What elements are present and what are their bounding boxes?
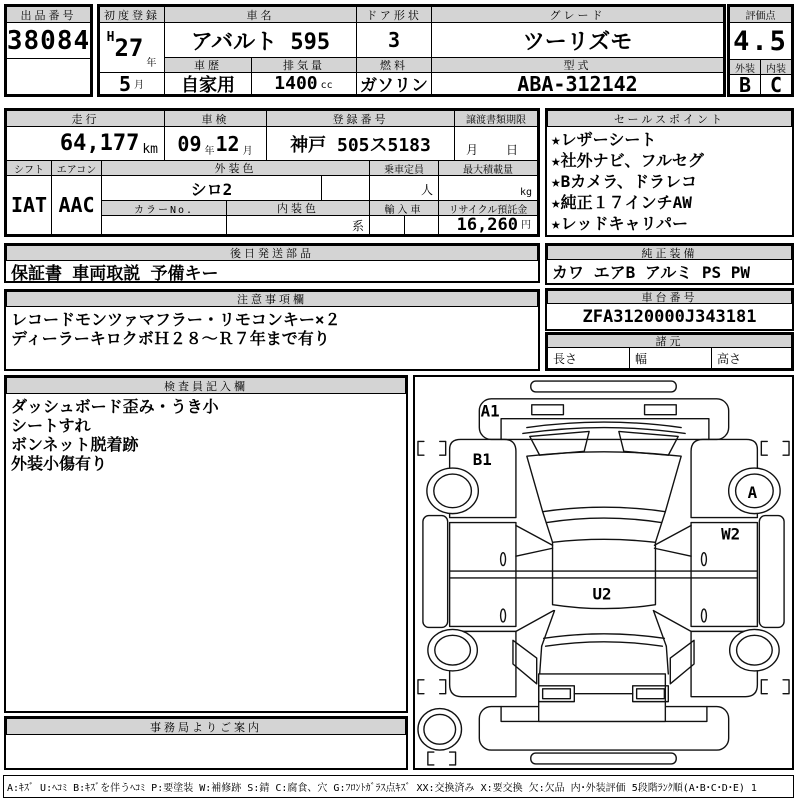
inspection-month: 12 bbox=[215, 131, 240, 156]
inspector-label: 検査員記入欄 bbox=[6, 377, 406, 394]
fuel-label: 燃料 bbox=[356, 57, 432, 73]
score-value: 4.5 bbox=[729, 22, 792, 60]
auction-number-box bbox=[4, 4, 93, 97]
fuel-value: ガソリン bbox=[356, 72, 432, 95]
first-registration-year bbox=[99, 22, 165, 73]
chassis-box bbox=[545, 288, 794, 331]
notes-box bbox=[4, 289, 540, 371]
car-history-label: 車歴 bbox=[164, 57, 252, 73]
exterior-color-empty-cell bbox=[321, 175, 370, 201]
notes-list bbox=[11, 310, 535, 366]
later-parts-value: 保証書 車両取説 予備キー bbox=[11, 263, 219, 281]
windshield-hood-group bbox=[523, 422, 685, 542]
damage-marker-A: A bbox=[747, 482, 758, 502]
damage-diagram-box bbox=[413, 375, 794, 770]
chassis-label: 車台番号 bbox=[547, 290, 792, 304]
score-box bbox=[727, 4, 794, 97]
first-registration-month bbox=[99, 72, 165, 95]
model-code-value: ABA-312142 bbox=[431, 72, 724, 95]
payload-value: kg bbox=[438, 175, 538, 201]
inspector-list bbox=[11, 397, 403, 697]
shift-label: シフト bbox=[6, 160, 52, 176]
first-registration-month-unit: 月 bbox=[134, 80, 145, 91]
grade-value: ツーリズモ bbox=[431, 22, 724, 58]
inspection-value bbox=[164, 126, 267, 161]
interior-color-label: 内装色 bbox=[226, 200, 370, 216]
shift-value: IAT bbox=[6, 175, 52, 235]
model-code-label: 型式 bbox=[431, 57, 724, 73]
mileage-value bbox=[6, 126, 165, 161]
sales-points-list bbox=[551, 129, 791, 233]
registration-table bbox=[4, 108, 540, 237]
plate-value: 神戸 505ス5183 bbox=[266, 126, 455, 161]
sales-point-item: ★レッドキャリパー bbox=[551, 214, 688, 233]
mileage-unit: km bbox=[142, 142, 158, 157]
office-label: 事務局よりご案内 bbox=[6, 718, 406, 735]
sales-point-item: ★社外ナビ、フルセグ bbox=[551, 151, 704, 170]
recycle-deposit-unit: 円 bbox=[521, 220, 531, 231]
recycle-deposit-number: 16,260 bbox=[456, 215, 518, 235]
color-no-value bbox=[101, 215, 227, 235]
equipment-value: カワ エアB アルミ PS PW bbox=[552, 263, 751, 282]
interior-color-value: 系 bbox=[226, 215, 370, 235]
first-registration-era: H bbox=[106, 30, 115, 45]
office-box bbox=[4, 716, 408, 770]
door-shape-label: ドア形状 bbox=[356, 6, 432, 23]
front-bumper-group bbox=[479, 381, 728, 439]
displacement-value bbox=[251, 72, 357, 95]
payload-label: 最大積載量 bbox=[438, 160, 538, 176]
interior-grade-value: C bbox=[760, 74, 792, 95]
inspector-line: 外装小傷有り bbox=[11, 454, 108, 473]
first-registration-label: 初度登録 bbox=[99, 6, 165, 23]
footer-legend: A:ｷｽﾞ U:ﾍｺﾐ B:ｷｽﾞを伴うﾍｺﾐ P:要塗装 W:補修跡 S:錆 C:腐食、穴 G:ﾌﾛﾝﾄｶﾞﾗｽ点ｷｽﾞ XX:交換済み X:要交換 欠:欠品 内･外装評価 5段階ﾗﾝｸ順(A･B･C･D･E) 1 bbox=[7, 783, 757, 794]
interior-grade-label: 内装 bbox=[760, 59, 792, 75]
inspection-month-unit: 月 bbox=[242, 146, 253, 157]
plate-label: 登録番号 bbox=[266, 110, 455, 127]
score-label: 評価点 bbox=[729, 6, 792, 23]
inspector-line: シートすれ bbox=[11, 416, 91, 435]
inspector-line: ダッシュボード歪み・うき小 bbox=[11, 397, 219, 416]
note-line: レコードモンツァマフラー・リモコンキー×２ bbox=[11, 310, 341, 329]
door-shape-value: 3 bbox=[356, 22, 432, 58]
inspector-line: ボンネット脱着跡 bbox=[11, 435, 139, 454]
inspection-label: 車検 bbox=[164, 110, 267, 127]
sales-points-label: セールスポイント bbox=[547, 110, 792, 127]
transfer-deadline-value: 月 日 bbox=[454, 126, 538, 161]
dimensions-box bbox=[545, 332, 794, 371]
inspector-box bbox=[4, 375, 408, 713]
inspection-year-unit: 年 bbox=[204, 146, 215, 157]
sales-points-box bbox=[545, 108, 794, 237]
vehicle-damage-diagram bbox=[415, 377, 792, 768]
later-parts-label: 後日発送部品 bbox=[6, 245, 538, 261]
side-panels-group bbox=[423, 439, 784, 696]
equipment-box bbox=[545, 243, 794, 285]
damage-marker-U2: U2 bbox=[592, 584, 612, 604]
displacement-number: 1400 bbox=[274, 73, 318, 94]
car-history-value: 自家用 bbox=[164, 72, 252, 95]
later-parts-box bbox=[4, 243, 540, 283]
sales-point-item: ★レザーシート bbox=[551, 130, 657, 149]
import-cell-1 bbox=[369, 215, 405, 235]
aircon-value: AAC bbox=[51, 175, 102, 235]
recycle-deposit-value bbox=[438, 215, 538, 235]
displacement-unit: cc bbox=[320, 80, 333, 91]
first-registration-year-value: 27 bbox=[114, 33, 144, 62]
first-registration-month-value: 5 bbox=[118, 72, 132, 95]
chassis-value: ZFA3120000J343181 bbox=[582, 306, 757, 327]
dimension-height: 高さ bbox=[711, 347, 792, 369]
recycle-deposit-label: リサイクル預託金 bbox=[438, 200, 538, 216]
auction-number-value: 38084 bbox=[6, 22, 91, 59]
exterior-grade-value: B bbox=[729, 74, 761, 95]
car-name-label: 車名 bbox=[164, 6, 357, 23]
auction-number-empty-cell bbox=[6, 58, 91, 95]
exterior-grade-label: 外装 bbox=[729, 59, 761, 75]
first-registration-year-unit: 年 bbox=[146, 58, 157, 69]
dimensions-label: 諸元 bbox=[547, 334, 792, 348]
notes-label: 注意事項欄 bbox=[6, 291, 538, 307]
car-name-value: アバルト 595 bbox=[164, 22, 357, 58]
import-cell-2 bbox=[404, 215, 439, 235]
capacity-label: 乗車定員 bbox=[369, 160, 439, 176]
damage-marker-B1: B1 bbox=[472, 450, 492, 470]
exterior-color-label: 外装色 bbox=[101, 160, 370, 176]
damage-marker-A1: A1 bbox=[480, 401, 500, 421]
dimension-length: 長さ bbox=[547, 347, 630, 369]
equipment-label: 純正装備 bbox=[547, 245, 792, 260]
damage-marker-W2: W2 bbox=[721, 524, 741, 544]
color-no-label: カラーNo. bbox=[101, 200, 227, 216]
aircon-label: エアコン bbox=[51, 160, 102, 176]
exterior-color-value: シロ2 bbox=[101, 175, 322, 201]
auction-number-label: 出品番号 bbox=[6, 6, 91, 23]
displacement-label: 排気量 bbox=[251, 57, 357, 73]
footer-legend-box bbox=[3, 775, 794, 798]
vehicle-header-table bbox=[97, 4, 726, 97]
note-line: ディーラーキロクボＨ２８～Ｒ７年まで有り bbox=[11, 329, 330, 348]
mileage-label: 走行 bbox=[6, 110, 165, 127]
mileage-number: 64,177 bbox=[59, 131, 140, 156]
sales-point-item: ★純正１７インチAW bbox=[551, 193, 692, 212]
sales-point-item: ★Bカメラ、ドラレコ bbox=[551, 172, 697, 191]
inspection-year: 09 bbox=[177, 131, 202, 156]
import-label: 輸入車 bbox=[369, 200, 439, 216]
grade-label: グレード bbox=[431, 6, 724, 23]
transfer-deadline-label: 譲渡書類期限 bbox=[454, 110, 538, 127]
dimension-width: 幅 bbox=[629, 347, 712, 369]
capacity-value: 人 bbox=[369, 175, 439, 201]
office-empty-area bbox=[6, 735, 406, 768]
